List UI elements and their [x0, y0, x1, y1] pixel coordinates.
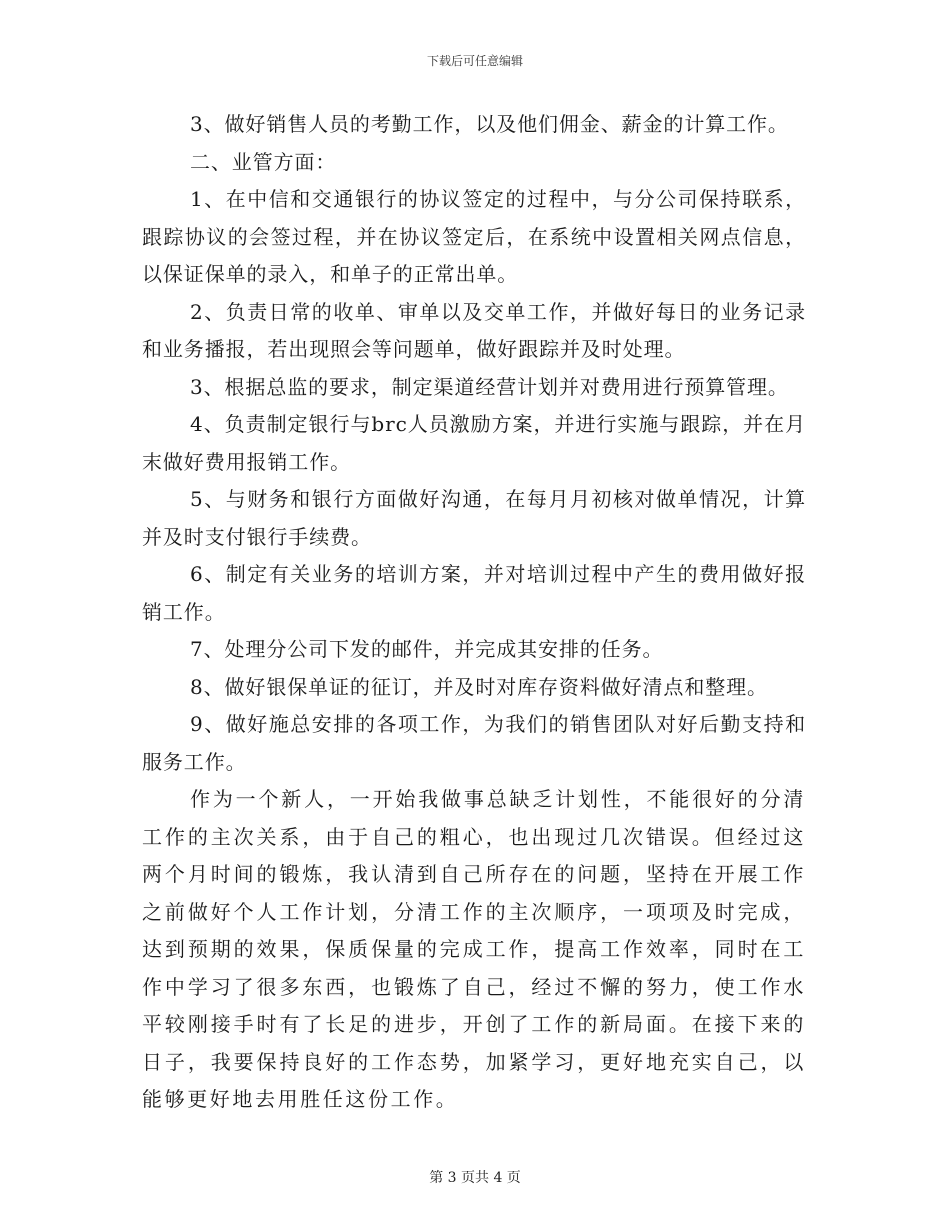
paragraph-item-5-communication: 5、与财务和银行方面做好沟通，在每月月初核对做单情况，计算并及时支付银行手续费。 [142, 487, 806, 549]
paragraph-summary: 作为一个新人，一开始我做事总缺乏计划性，不能很好的分清工作的主次关系，由于自己的粗心，也出现过几次错误。但经过这两个月时间的锻炼，我认清到自己所存在的问题，坚持在开展工作之前做好个人工作计划，分清工作的主次顺序，一项项及时完成，达到预期的效果，保质保量的完成工作，提高工作效率，同时在工作中学习了很多东西，也锻炼了自己，经过不懈的努力，使工作水平较刚接手时有了长足的进步，开创了工作的新局面。在接下来的日子，我要保持良好的工作态势，加紧学习，更好地充实自己，以能够更好地去用胜任这份工作。 [142, 787, 806, 1111]
paragraph-item-1-agreement: 1、在中信和交通银行的协议签定的过程中，与分公司保持联系，跟踪协议的会签过程，并在协议签定后，在系统中设置相关网点信息，以保证保单的录入，和单子的正常出单。 [142, 187, 806, 286]
document-body [142, 106, 806, 1119]
paragraph-item-6-training: 6、制定有关业务的培训方案，并对培训过程中产生的费用做好报销工作。 [142, 562, 806, 624]
page-number: 第 3 页共 4 页 [429, 1170, 521, 1186]
paragraph-item-9-support: 9、做好施总安排的各项工作，为我们的销售团队对好后勤支持和服务工作。 [142, 712, 806, 774]
paragraph-item-3-attendance: 3、做好销售人员的考勤工作，以及他们佣金、薪金的计算工作。 [190, 112, 789, 136]
paragraph-item-4-incentive: 4、负责制定银行与brc人员激励方案，并进行实施与跟踪，并在月末做好费用报销工作。 [142, 412, 806, 474]
paragraph-item-8-documents: 8、做好银保单证的征订，并及时对库存资料做好清点和整理。 [190, 674, 768, 699]
paragraph-item-7-mail: 7、处理分公司下发的邮件，并完成其安排的任务。 [190, 637, 664, 661]
paragraph-item-3-budget: 3、根据总监的要求，制定渠道经营计划并对费用进行预算管理。 [190, 374, 789, 399]
page-header: 下载后可任意编辑 [426, 54, 523, 68]
paragraph-item-2-orders: 2、负责日常的收单、审单以及交单工作，并做好每日的业务记录和业务播报，若出现照会等问题单，做好跟踪并及时处理。 [142, 299, 806, 361]
section-heading-business-management: 二、业管方面： [190, 149, 337, 174]
